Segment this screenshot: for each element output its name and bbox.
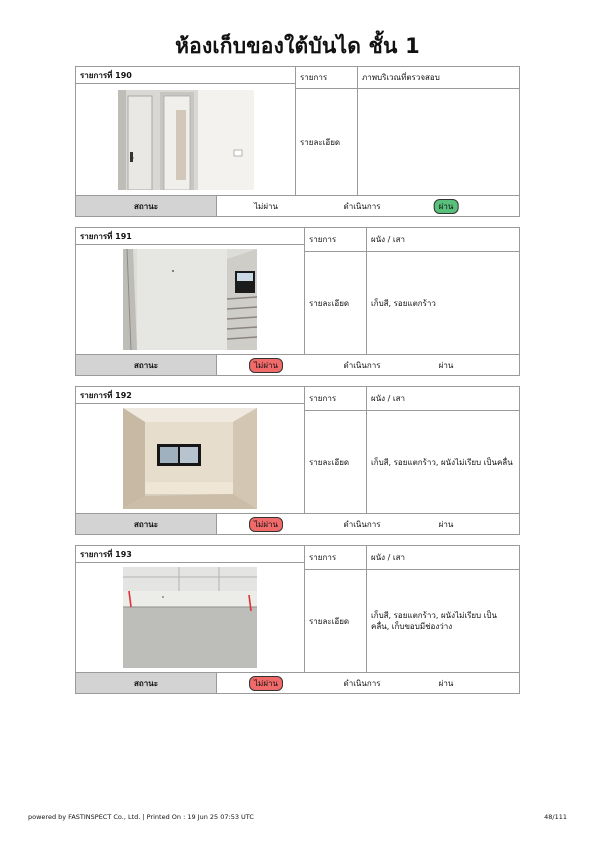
photo-floor-corner[interactable] — [123, 567, 257, 668]
item-label: รายการ — [305, 228, 367, 251]
status-option-in-progress[interactable]: ดำเนินการ — [343, 519, 381, 529]
footer-printed-info: powered by FASTINSPECT Co., Ltd. | Printed On : 19 Jun 25 07:53 UTC — [28, 813, 254, 821]
photo-window-room[interactable] — [123, 408, 257, 509]
page-title: ห้องเก็บของใต้บันได ชั้น 1 — [175, 34, 420, 58]
detail-value — [358, 89, 519, 195]
detail-value: เก็บสี, รอยแตกร้าว, ผนังไม่เรียบ เป็นคลื่น — [371, 457, 513, 467]
photo-doorway[interactable] — [118, 90, 254, 190]
item-label: รายการ — [296, 67, 358, 88]
status-label: สถานะ — [76, 514, 217, 534]
status-option-pass[interactable]: ผ่าน — [438, 519, 454, 529]
detail-label: รายละเอียด — [305, 570, 367, 672]
status-label: สถานะ — [76, 355, 217, 375]
item-value: ผนัง / เสา — [371, 235, 405, 244]
item-number: รายการที่ 191 — [76, 228, 304, 245]
detail-value: เก็บสี, รอยแตกร้าว, ผนังไม่เรียบ เป็นคลื่น, เก็บขอบมีช่องว่าง — [371, 611, 497, 631]
detail-value: เก็บสี, รอยแตกร้าว — [371, 298, 436, 308]
status-option-pass[interactable]: ผ่าน — [438, 360, 454, 370]
detail-label: รายละเอียด — [305, 411, 367, 513]
item-value: ภาพบริเวณที่ตรวจสอบ — [362, 73, 440, 82]
status-label: สถานะ — [76, 196, 217, 216]
status-option-in-progress[interactable]: ดำเนินการ — [343, 201, 381, 211]
status-option-pass[interactable]: ผ่าน — [434, 199, 459, 214]
status-option-fail[interactable]: ไม่ผ่าน — [254, 201, 278, 211]
detail-label: รายละเอียด — [296, 89, 358, 195]
item-value: ผนัง / เสา — [371, 394, 405, 403]
item-number: รายการที่ 190 — [76, 67, 295, 84]
item-label: รายการ — [305, 546, 367, 569]
status-option-in-progress[interactable]: ดำเนินการ — [343, 678, 381, 688]
photo-wall-stairs[interactable] — [123, 249, 257, 350]
status-option-fail[interactable]: ไม่ผ่าน — [249, 517, 283, 532]
item-label: รายการ — [305, 387, 367, 410]
status-option-fail[interactable]: ไม่ผ่าน — [249, 358, 283, 373]
inspection-item-193 — [75, 545, 520, 694]
inspection-item-191 — [75, 227, 520, 376]
status-option-fail[interactable]: ไม่ผ่าน — [249, 676, 283, 691]
inspection-item-190 — [75, 66, 520, 217]
page-number: 48/111 — [544, 813, 567, 821]
status-option-pass[interactable]: ผ่าน — [438, 678, 454, 688]
item-number: รายการที่ 193 — [76, 546, 304, 563]
item-number: รายการที่ 192 — [76, 387, 304, 404]
detail-label: รายละเอียด — [305, 252, 367, 354]
item-value: ผนัง / เสา — [371, 553, 405, 562]
status-option-in-progress[interactable]: ดำเนินการ — [343, 360, 381, 370]
inspection-item-192 — [75, 386, 520, 535]
status-label: สถานะ — [76, 673, 217, 693]
